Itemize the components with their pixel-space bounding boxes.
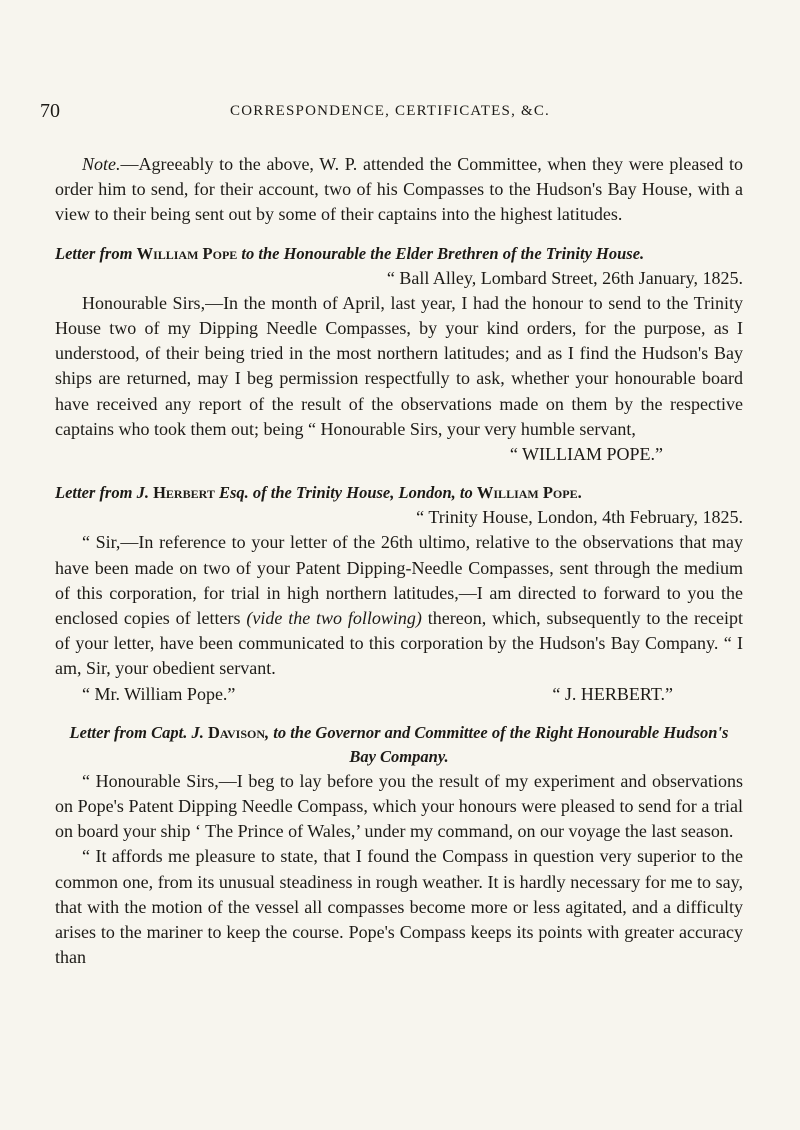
running-head: CORRESPONDENCE, CERTIFICATES, &C. [230, 103, 550, 119]
letter1-heading-post: to the Honourable the Elder Brethren of the Trinity House. [237, 243, 645, 263]
note-paragraph [55, 152, 743, 228]
page-number: 70 [40, 100, 60, 122]
letter2-heading-pre: Letter from J. [55, 483, 154, 503]
letter3-paragraph-2: “ It affords me pleasure to state, that I found the Compass in question very superior to the common one, from its unusual steadiness in rough weather. It is hardly necessary for me to say, that with the motion of the vessel all compasses become more or less agitated, and a difficulty arises to the mariner to keep the course. Pope's Compass keeps its points with greater accuracy than [55, 846, 743, 968]
letter3-heading-name: Davison [207, 722, 265, 742]
letter2-body [55, 530, 743, 681]
letter3-heading-pre: Letter from Capt. J. [69, 722, 208, 742]
letter3-heading [55, 721, 743, 769]
letter2-signature: “ J. HERBERT.” [552, 683, 673, 704]
letter2-heading [55, 481, 743, 505]
letter2-closing [55, 682, 743, 707]
letter1-heading-name: William Pope [136, 243, 238, 263]
letter1-heading-pre: Letter from [55, 243, 137, 263]
note-label: Note. [82, 154, 121, 174]
letter3-paragraph-1: “ Honourable Sirs,—I beg to lay before you the result of my experiment and observations on Pope's Patent Dipping Needle Compass, which your honours were pleased to send for a trial on board your ship ‘ The Prince of Wales,’ under my command, on our voyage the last season. [55, 770, 743, 842]
letter2-dateline: “ Trinity House, London, 4th February, 1825. [416, 507, 743, 528]
letter2-heading-name: Herbert [153, 483, 215, 503]
letter3-heading-post: , to the Governor and Committee of the Right Honourable Hudson's Bay Company. [265, 722, 729, 766]
letter2-body-post: thereon, which, subsequently to the receipt of your letter, have been communicated to this corporation by the Hudson's Bay Company. “ I am, Sir, your obedient servant. [55, 608, 743, 679]
page-content [55, 152, 743, 970]
letter2-body-italic: (vide the two following) [246, 608, 422, 629]
note-text: —Agreeably to the above, W. P. attended the Committee, when they were pleased to order him to send, for their account, two of his Compasses to the Hudson's Bay House, with a view to their being sent out by some of their captains into the highest latitudes. [55, 154, 743, 225]
page-header [40, 100, 740, 126]
letter1-signature: “ WILLIAM POPE.” [509, 444, 663, 465]
letter2-heading-post: Esq. of the Trinity House, London, to [214, 483, 477, 503]
letter2-body-pre: “ Sir,—In reference to your letter of the 26th ultimo, relative to the observations that may have been made on two of your Patent Dipping-Needle Compasses, sent through the medium of this corporation, for trial in high northern latitudes,—I am directed to forward to you the enclosed copies of letters [55, 532, 743, 629]
letter1-dateline: “ Ball Alley, Lombard Street, 26th January, 1825. [386, 267, 743, 288]
letter1-body: Honourable Sirs,—In the month of April, last year, I had the honour to send to the Trinity House two of my Dipping Needle Compasses, by your kind orders, for the purpose, as I understood, of their being tried in the most northern latitudes; and as I find the Hudson's Bay ships are returned, may I beg permission respectfully to ask, whether your honourable board have received any report of the result of the observations made on them by the respective captains who took them out; being “ Honourable Sirs, your very humble servant, [55, 292, 743, 439]
letter2-addressee: “ Mr. William Pope.” [82, 683, 236, 704]
letter2-heading-name2: William Pope. [476, 483, 582, 503]
letter1-heading [55, 242, 743, 266]
